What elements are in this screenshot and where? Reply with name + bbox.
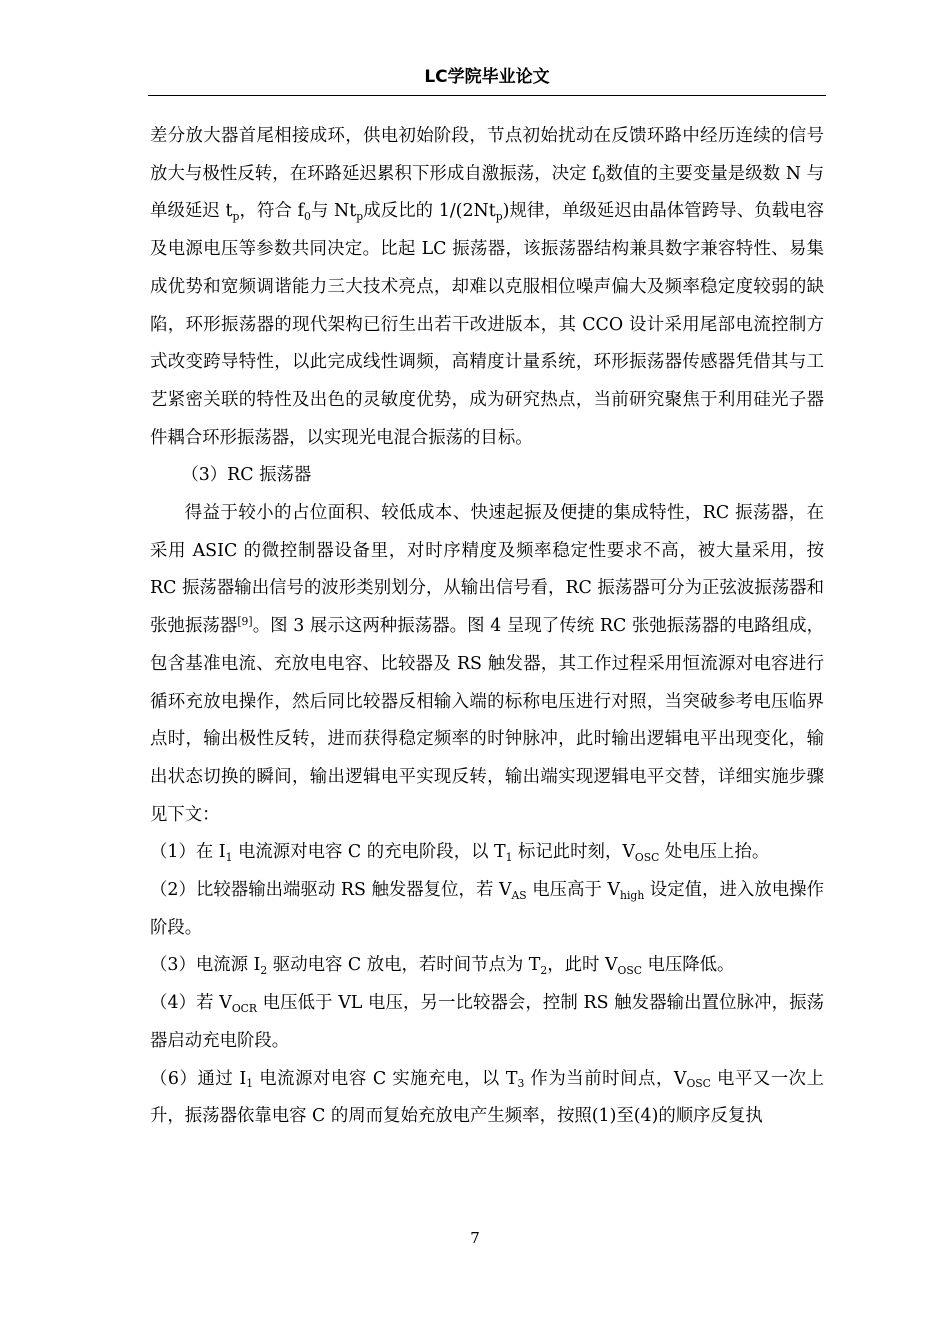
step-4: （4）若 $V_{OCR}$ 电压低于 VL 电压，另一比较器会，控制 RS 触发器输出置位脉冲，振荡器启动充电阶段。	[150, 993, 824, 1051]
step-3: （3）电流源 $I_2$ 驱动电容 C 放电，若时间节点为 $T_2$，此时 $V_{OSC}$ 电压降低。	[150, 955, 735, 977]
page-header-title: LC学院毕业论文	[424, 67, 550, 87]
header-rule	[148, 95, 826, 96]
page-number: 7	[470, 1229, 480, 1247]
step-1: （1）在 $I_1$ 电流源对电容 C 的充电阶段，以 $T_1$ 标记此时刻，$V_{OSC}$ 处电压上抬。	[150, 842, 770, 864]
paragraph-ring-oscillator: 差分放大器首尾相接成环，供电初始阶段，节点初始扰动在反馈环路中经历连续的信号放大与极性反转，在环路延迟累积下形成自激振荡，决定 $f_0$数值的主要变量是级数 N 与单级延迟 $t_p$，符合 $f_0$与 $Nt_p$成反比的 $1/(2Nt_p)$规律，单级延迟由晶体管跨导、负载电容及电源电压等参数共同决定。比起 LC 振荡器，该振荡器结构兼具数字兼容特性、易集成优势和宽频调谐能力三大技术亮点，却难以克服相位噪声偏大及频率稳定度较弱的缺陷，环形振荡器的现代架构已衍生出若干改进版本，其 CCO 设计采用尾部电流控制方式改变跨导特性，以此完成线性调频，高精度计量系统，环形振荡器传感器凭借其与工艺紧密关联的特性及出色的灵敏度优势，成为研究热点，当前研究聚焦于利用硅光子器件耦合环形振荡器，以实现光电混合振荡的目标。	[150, 126, 825, 448]
section-heading-rc-oscillator: （3）RC 振荡器	[181, 465, 312, 486]
step-6: （6）通过 $I_1$ 电流源对电容 C 实施充电，以 $T_3$ 作为当前时间点，$V_{OSC}$ 电平又一次上升，振荡器依靠电容 C 的周而复始充放电产生频率，按照(1)至(4)的顺序反复执	[150, 1068, 825, 1127]
body-text	[150, 118, 824, 1136]
step-2: （2）比较器输出端驱动 RS 触发器复位，若 $V_{AS}$ 电压高于 $V_{high}$ 设定值，进入放电操作阶段。	[150, 880, 824, 938]
paragraph-rc-oscillator: 得益于较小的占位面积、较低成本、快速起振及便捷的集成特性，RC 振荡器，在采用 ASIC 的微控制器设备里，对时序精度及频率稳定性要求不高，被大量采用，按 RC 振荡器输出信号的波形类别划分，从输出信号看，RC 振荡器可分为正弦波振荡器和张弛振荡器[9]。图 3 展示这两种振荡器。图 4 呈现了传统 RC 张弛振荡器的电路组成，包含基准电流、充放电电容、比较器及 RS 触发器，其工作过程采用恒流源对电容进行循环充放电操作，然后同比较器反相输入端的标称电压进行对照，当突破参考电压临界点时，输出极性反转，进而获得稳定频率的时钟脉冲，此时输出逻辑电平出现变化，输出状态切换的瞬间，输出逻辑电平实现反转，输出端实现逻辑电平交替，详细实施步骤见下文：	[150, 503, 824, 825]
citation-ref: [9]	[237, 615, 253, 629]
